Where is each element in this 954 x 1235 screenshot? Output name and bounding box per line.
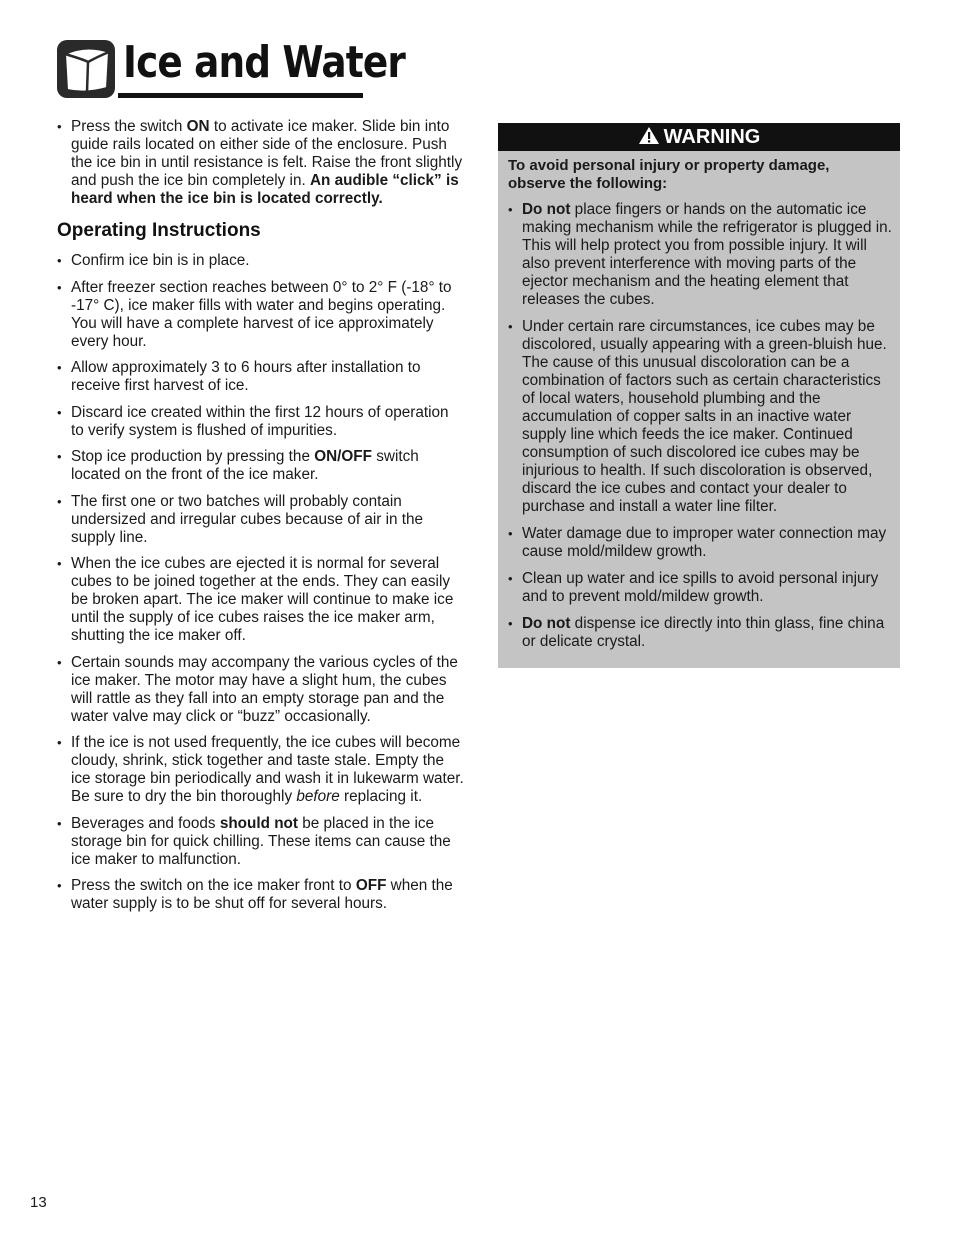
page-title: Ice and Water xyxy=(123,37,405,88)
list-item xyxy=(506,201,892,309)
text: dispense ice directly into thin glass, fine china or delicate crystal. xyxy=(522,615,885,650)
text: when the water supply is to be shut off for several hours. xyxy=(71,877,453,912)
text: be placed in the ice storage bin for quick chilling. These items can cause the ice maker to malfunction. xyxy=(71,814,451,868)
emphasis: ON xyxy=(186,118,210,135)
text: switch located on the front of the ice maker. xyxy=(71,448,419,483)
title-underline xyxy=(118,93,363,98)
text: replacing it. xyxy=(339,788,423,805)
section-heading: Operating Instructions xyxy=(57,220,261,241)
emphasis: Do not xyxy=(522,201,571,218)
list-item xyxy=(55,734,465,806)
warning-triangle-icon xyxy=(638,126,660,145)
text: place fingers or hands on the automatic ice making mechanism while the refrigerator is plugged in. This will help protect you from possible injury. It will also prevent interference with moving parts of the ejector mechanism and the heating element that releases the cubes. xyxy=(522,201,892,308)
list-item xyxy=(506,615,892,651)
list-item: • Under certain rare circumstances, ice cubes may be discolored, usually appearing with a green-bluish hue. The cause of this unusual discoloration can be a combination of factors such as certain characteristics of local waters, household plumbing and the accumulation of copper salts in an inactive water supply line which feeds the ice maker. Continued consumption of such discolored ice cubes may be injurious to health. If such discoloration is observed, discard the ice cubes and contact your dealer to purchase and install a water line filter. xyxy=(506,318,892,516)
right-column xyxy=(498,123,900,668)
page-header xyxy=(55,37,405,102)
text: Press the switch xyxy=(71,118,187,135)
list-item: • Discard ice created within the first 12 hours of operation to verify system is flushed of impurities. xyxy=(55,404,465,440)
emphasis: OFF xyxy=(355,877,387,894)
warning-lead: To avoid personal injury or property damage, observe the following: xyxy=(508,157,830,192)
list-item: • Allow approximately 3 to 6 hours after installation to receive first harvest of ice. xyxy=(55,359,465,395)
warning-label: WARNING xyxy=(663,126,761,148)
list-item: • Certain sounds may accompany the various cycles of the ice maker. The motor may have a slight hum, the cubes will rattle as they fall into an empty storage pan and the water valve may click or “buzz” occasionally. xyxy=(55,654,465,726)
operating-list xyxy=(55,252,465,913)
text: Stop ice production by pressing the xyxy=(71,448,315,465)
list-item xyxy=(55,118,465,208)
ice-cube-icon xyxy=(55,38,117,100)
warning-list xyxy=(498,201,900,651)
emphasis: should not xyxy=(219,814,298,832)
text: Press the switch on the ice maker front to xyxy=(71,877,356,894)
intro-list xyxy=(55,118,465,208)
text: Beverages and foods xyxy=(71,814,220,832)
emphasis: ON/OFF xyxy=(314,448,372,465)
list-item xyxy=(55,448,465,484)
list-item: • Water damage due to improper water connection may cause mold/mildew growth. xyxy=(506,525,892,561)
list-item xyxy=(55,815,465,869)
list-item: • After freezer section reaches between 0° to 2° F (-18° to -17° C), ice maker fills with water and begins operating. You will have a complete harvest of ice approximately every hour. xyxy=(55,279,465,351)
list-item xyxy=(55,877,465,913)
list-item: • Clean up water and ice spills to avoid personal injury and to prevent mold/mildew growth. xyxy=(506,570,892,606)
list-item: • When the ice cubes are ejected it is normal for several cubes to be joined together at the ends. They can easily be broken apart. The ice maker will continue to make ice until the supply of ice cubes raises the ice maker arm, shutting the ice maker off. xyxy=(55,555,465,645)
warning-header xyxy=(498,123,900,151)
text: If the ice is not used frequently, the ice cubes will become cloudy, shrink, stick together and taste stale. Empty the ice storage bin periodically and wash it in lukewarm water. Be sure to dry the bin thoroughly xyxy=(71,734,464,805)
emphasis: An audible “click” is heard when the ice bin is located correctly. xyxy=(71,172,459,207)
list-item: • The first one or two batches will probably contain undersized and irregular cubes because of air in the supply line. xyxy=(55,493,465,547)
page-number: 13 xyxy=(30,1194,47,1211)
emphasis: Do not xyxy=(522,615,571,632)
left-column xyxy=(55,118,465,922)
list-item: • Confirm ice bin is in place. xyxy=(55,252,465,270)
text: to activate ice maker. Slide bin into guide rails located on either side of the enclosure. Push the ice bin in until resistance is felt. Raise the front slightly and push the ice bin completely in. xyxy=(71,118,463,189)
warning-box xyxy=(498,123,900,668)
emphasis: before xyxy=(296,788,340,805)
